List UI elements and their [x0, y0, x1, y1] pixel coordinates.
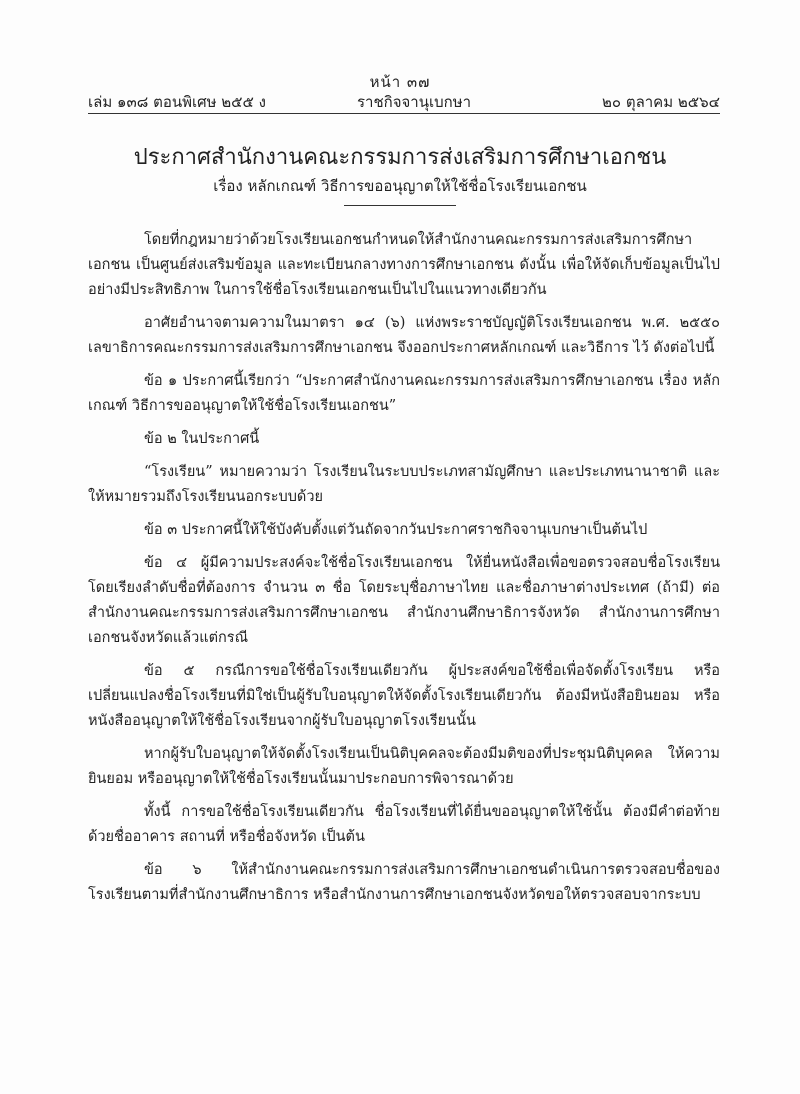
clause-6: ข้อ ๖ ให้สำนักงานคณะกรรมการส่งเสริมการศึกษาเอกชนดำเนินการตรวจสอบชื่อของ โรงเรียนตามที่สำนักงานศึกษาธิการ หรือสำนักงานการศึกษาเอกชนจังหวัดขอให้ตรวจสอบจากระบบ [88, 862, 720, 903]
header-divider [88, 113, 720, 114]
clause-2: ข้อ ๒ ในประกาศนี้ [144, 431, 260, 447]
announcement-title: ประกาศสำนักงานคณะกรรมการส่งเสริมการศึกษาเอกชน [133, 145, 667, 170]
announcement-body [88, 228, 720, 916]
authority-paragraph: อาศัยอำนาจตามความในมาตรา ๑๔ (๖) แห่งพระราชบัญญัติโรงเรียนเอกชน พ.ศ. ๒๕๕๐ เลขาธิการคณะกรรมการส่งเสริมการศึกษาเอกชน จึงออกประกาศหลักเกณฑ์ และวิธีการ ไว้ ดังต่อไปนี้ [88, 315, 720, 356]
clause-5: ข้อ ๕ กรณีการขอใช้ชื่อโรงเรียนเดียวกัน ผู้ประสงค์ขอใช้ชื่อเพื่อจัดตั้งโรงเรียน หรือ เปลี่ยนแปลงชื่อโรงเรียนที่มิใช่เป็นผู้รับใบอนุญาตให้จัดตั้งโรงเรียนเดียวกัน ต้องมีหนังสือยินยอม หรือ หนังสืออนุญาตให้ใช้ชื่อโรงเรียนจากผู้รับใบอนุญาตโรงเรียนนั้น [88, 663, 720, 729]
page-number: หน้า ๓๗ [369, 73, 431, 91]
volume-issue: เล่ม ๑๓๘ ตอนพิเศษ ๒๕๕ ง [88, 93, 266, 111]
clause-5-suffix-note: ทั้งนี้ การขอใช้ชื่อโรงเรียนเดียวกัน ชื่อโรงเรียนที่ได้ยื่นขออนุญาตให้ใช้นั้น ต้องมีคำต่อท้าย ด้วยชื่ออาคาร สถานที่ หรือชื่อจังหวัด เป็นต้น [88, 804, 720, 845]
announcement-subject: เรื่อง หลักเกณฑ์ วิธีการขออนุญาตให้ใช้ชื่อโรงเรียนเอกชน [213, 177, 587, 195]
clause-4: ข้อ ๔ ผู้มีความประสงค์จะใช้ชื่อโรงเรียนเอกชน ให้ยื่นหนังสือเพื่อขอตรวจสอบชื่อโรงเรียน โดยเรียงลำดับชื่อที่ต้องการ จำนวน ๓ ชื่อ โดยระบุชื่อภาษาไทย และชื่อภาษาต่างประเทศ (ถ้ามี) ต่อสำนักงานคณะกรรมการส่งเสริมการศึกษาเอกชน สำนักงานศึกษาธิการจังหวัด สำนักงานการศึกษา เอกชนจังหวัดแล้วแต่กรณี [88, 555, 720, 646]
running-header [88, 90, 720, 114]
clause-3: ข้อ ๓ ประกาศนี้ให้ใช้บังคับตั้งแต่วันถัดจากวันประกาศราชกิจจานุเบกษาเป็นต้นไป [144, 522, 648, 538]
definition-school: “โรงเรียน” หมายความว่า โรงเรียนในระบบประเภทสามัญศึกษา และประเภทนานาชาติ และให้หมายรวมถึงโรงเรียนนอกระบบด้วย [88, 464, 720, 505]
clause-1: ข้อ ๑ ประกาศนี้เรียกว่า “ประกาศสำนักงานคณะกรรมการส่งเสริมการศึกษาเอกชน เรื่อง หลักเกณฑ์ วิธีการขออนุญาตให้ใช้ชื่อโรงเรียนเอกชน” [88, 373, 720, 414]
gazette-name: ราชกิจจานุเบกษา [356, 93, 472, 111]
preamble-paragraph: โดยที่กฎหมายว่าด้วยโรงเรียนเอกชนกำหนดให้สำนักงานคณะกรรมการส่งเสริมการศึกษาเอกชน เป็นศูนย์ส่งเสริมข้อมูล และทะเบียนกลางทางการศึกษาเอกชน ดังนั้น เพื่อให้จัดเก็บข้อมูลเป็นไป อย่างมีประสิทธิภาพ ในการใช้ชื่อโรงเรียนเอกชนเป็นไปในแนวทางเดียวกัน [88, 232, 720, 298]
clause-5-juristic-person: หากผู้รับใบอนุญาตให้จัดตั้งโรงเรียนเป็นนิติบุคคลจะต้องมีมติของที่ประชุมนิติบุคคล ให้ความยินยอม หรืออนุญาตให้ใช้ชื่อโรงเรียนนั้นมาประกอบการพิจารณาด้วย [88, 746, 720, 787]
publication-date: ๒๐ ตุลาคม ๒๕๖๔ [602, 93, 720, 111]
title-divider [344, 205, 456, 206]
